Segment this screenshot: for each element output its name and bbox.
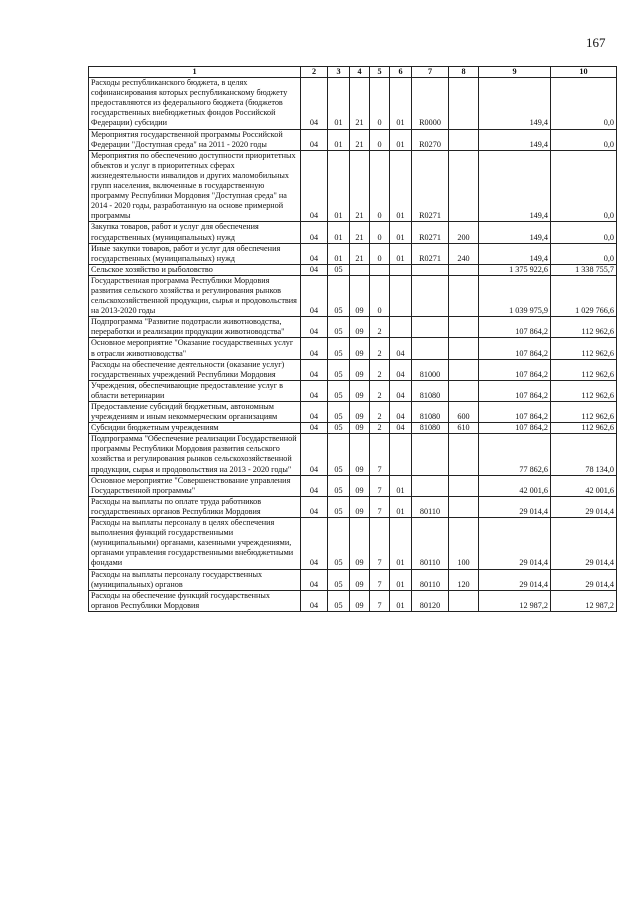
subprogram-code: 7 — [370, 434, 390, 475]
expense-type-code — [449, 275, 479, 316]
row-name: Сельское хозяйство и рыболовство — [89, 264, 301, 275]
program-code: 09 — [350, 475, 370, 496]
activity-code: 01 — [390, 222, 412, 243]
row-name: Учреждения, обеспечивающие предоставление услуг в области ветеринарии — [89, 380, 301, 401]
expense-code: 81080 — [412, 380, 449, 401]
table-row — [89, 402, 617, 423]
table-row — [89, 518, 617, 569]
section-code: 04 — [301, 569, 328, 590]
table-row — [89, 150, 617, 222]
expense-type-code — [449, 475, 479, 496]
section-code: 04 — [301, 78, 328, 129]
table-row — [89, 264, 617, 275]
expense-code — [412, 434, 449, 475]
expense-code: R0270 — [412, 129, 449, 150]
subsection-code: 05 — [328, 402, 350, 423]
expense-type-code — [449, 359, 479, 380]
expense-type-code: 240 — [449, 243, 479, 264]
subprogram-code: 7 — [370, 518, 390, 569]
table-row — [89, 569, 617, 590]
subsection-code: 05 — [328, 569, 350, 590]
expense-type-code — [449, 264, 479, 275]
amount-year-2: 0,0 — [551, 222, 617, 243]
subsection-code: 05 — [328, 475, 350, 496]
subprogram-code: 2 — [370, 402, 390, 423]
activity-code: 04 — [390, 402, 412, 423]
expense-code: 80110 — [412, 569, 449, 590]
subprogram-code: 2 — [370, 380, 390, 401]
budget-table — [88, 66, 617, 612]
subprogram-code: 7 — [370, 496, 390, 517]
table-row — [89, 275, 617, 316]
subsection-code: 05 — [328, 359, 350, 380]
expense-type-code — [449, 129, 479, 150]
subprogram-code: 0 — [370, 78, 390, 129]
table-row — [89, 317, 617, 338]
row-name: Расходы на выплаты персоналу государственных (муниципальных) органов — [89, 569, 301, 590]
amount-year-1: 1 039 975,9 — [479, 275, 551, 316]
program-code: 09 — [350, 518, 370, 569]
section-code: 04 — [301, 496, 328, 517]
section-code: 04 — [301, 129, 328, 150]
amount-year-2: 112 962,6 — [551, 317, 617, 338]
subprogram-code: 2 — [370, 359, 390, 380]
column-header: 5 — [370, 67, 390, 78]
column-header: 3 — [328, 67, 350, 78]
activity-code: 01 — [390, 590, 412, 611]
expense-code — [412, 264, 449, 275]
subprogram-code: 0 — [370, 275, 390, 316]
subprogram-code: 2 — [370, 423, 390, 434]
program-code — [350, 264, 370, 275]
expense-type-code — [449, 496, 479, 517]
subprogram-code — [370, 264, 390, 275]
row-name: Государственная программа Республики Мордовия развития сельского хозяйства и регулирования рынков сельскохозяйственной продукции, сырья и продовольствия на 2013-2020 годы — [89, 275, 301, 316]
expense-code: 80110 — [412, 496, 449, 517]
row-name: Расходы на выплаты по оплате труда работников государственных органов Республики Мордовия — [89, 496, 301, 517]
section-code: 04 — [301, 317, 328, 338]
section-code: 04 — [301, 518, 328, 569]
expense-code: 80110 — [412, 518, 449, 569]
program-code: 09 — [350, 590, 370, 611]
subsection-code: 05 — [328, 317, 350, 338]
section-code: 04 — [301, 150, 328, 222]
table-row — [89, 222, 617, 243]
subsection-code: 05 — [328, 434, 350, 475]
subsection-code: 05 — [328, 590, 350, 611]
header-row — [89, 67, 617, 78]
column-header: 4 — [350, 67, 370, 78]
column-header: 1 — [89, 67, 301, 78]
amount-year-2: 42 001,6 — [551, 475, 617, 496]
table-row — [89, 423, 617, 434]
expense-code — [412, 317, 449, 338]
subsection-code: 01 — [328, 243, 350, 264]
table-row — [89, 359, 617, 380]
expense-type-code: 610 — [449, 423, 479, 434]
program-code: 09 — [350, 434, 370, 475]
amount-year-2: 112 962,6 — [551, 402, 617, 423]
activity-code: 01 — [390, 78, 412, 129]
section-code: 04 — [301, 222, 328, 243]
row-name: Иные закупки товаров, работ и услуг для обеспечения государственных (муниципальных) нужд — [89, 243, 301, 264]
subsection-code: 05 — [328, 275, 350, 316]
activity-code: 01 — [390, 569, 412, 590]
expense-code — [412, 338, 449, 359]
amount-year-1: 107 864,2 — [479, 423, 551, 434]
table-row — [89, 78, 617, 129]
subsection-code: 05 — [328, 264, 350, 275]
activity-code: 01 — [390, 518, 412, 569]
amount-year-1: 29 014,4 — [479, 518, 551, 569]
amount-year-1: 149,4 — [479, 129, 551, 150]
amount-year-1: 149,4 — [479, 150, 551, 222]
activity-code: 04 — [390, 338, 412, 359]
amount-year-1: 42 001,6 — [479, 475, 551, 496]
column-header: 10 — [551, 67, 617, 78]
expense-type-code — [449, 150, 479, 222]
amount-year-2: 0,0 — [551, 150, 617, 222]
amount-year-2: 1 338 755,7 — [551, 264, 617, 275]
activity-code — [390, 317, 412, 338]
activity-code — [390, 275, 412, 316]
amount-year-2: 29 014,4 — [551, 569, 617, 590]
expense-code — [412, 275, 449, 316]
subprogram-code: 0 — [370, 129, 390, 150]
activity-code: 04 — [390, 380, 412, 401]
expense-code: 81000 — [412, 359, 449, 380]
row-name: Расходы на обеспечение функций государственных органов Республики Мордовия — [89, 590, 301, 611]
subsection-code: 01 — [328, 129, 350, 150]
amount-year-1: 107 864,2 — [479, 317, 551, 338]
amount-year-1: 107 864,2 — [479, 359, 551, 380]
row-name: Закупка товаров, работ и услуг для обеспечения государственных (муниципальных) нужд — [89, 222, 301, 243]
subprogram-code: 7 — [370, 569, 390, 590]
amount-year-2: 112 962,6 — [551, 423, 617, 434]
expense-type-code — [449, 338, 479, 359]
expense-type-code: 100 — [449, 518, 479, 569]
row-name: Расходы на обеспечение деятельности (оказание услуг) государственных учреждений Республики Мордовия — [89, 359, 301, 380]
section-code: 04 — [301, 434, 328, 475]
program-code: 09 — [350, 380, 370, 401]
program-code: 09 — [350, 317, 370, 338]
expense-type-code — [449, 590, 479, 611]
section-code: 04 — [301, 380, 328, 401]
amount-year-1: 149,4 — [479, 222, 551, 243]
column-header: 8 — [449, 67, 479, 78]
expense-type-code — [449, 78, 479, 129]
program-code: 09 — [350, 402, 370, 423]
activity-code — [390, 434, 412, 475]
expense-type-code — [449, 380, 479, 401]
program-code: 21 — [350, 243, 370, 264]
expense-type-code: 120 — [449, 569, 479, 590]
amount-year-2: 1 029 766,6 — [551, 275, 617, 316]
program-code: 09 — [350, 275, 370, 316]
expense-type-code: 600 — [449, 402, 479, 423]
table-row — [89, 496, 617, 517]
subsection-code: 05 — [328, 338, 350, 359]
activity-code: 01 — [390, 496, 412, 517]
expense-code: R0000 — [412, 78, 449, 129]
table-row — [89, 434, 617, 475]
amount-year-2: 112 962,6 — [551, 359, 617, 380]
program-code: 21 — [350, 78, 370, 129]
section-code: 04 — [301, 264, 328, 275]
expense-type-code: 200 — [449, 222, 479, 243]
amount-year-2: 112 962,6 — [551, 380, 617, 401]
program-code: 09 — [350, 423, 370, 434]
program-code: 09 — [350, 338, 370, 359]
table-row — [89, 129, 617, 150]
column-header: 6 — [390, 67, 412, 78]
section-code: 04 — [301, 275, 328, 316]
row-name: Основное мероприятие "Оказание государственных услуг в отрасли животноводства" — [89, 338, 301, 359]
program-code: 21 — [350, 150, 370, 222]
expense-code: 81080 — [412, 402, 449, 423]
amount-year-2: 12 987,2 — [551, 590, 617, 611]
section-code: 04 — [301, 359, 328, 380]
column-header: 7 — [412, 67, 449, 78]
page-number: 167 — [586, 35, 606, 50]
row-name: Предоставление субсидий бюджетным, автономным учреждениям и иным некоммерческим организациям — [89, 402, 301, 423]
expense-code: 80120 — [412, 590, 449, 611]
activity-code: 01 — [390, 475, 412, 496]
amount-year-2: 0,0 — [551, 129, 617, 150]
activity-code: 01 — [390, 243, 412, 264]
activity-code — [390, 264, 412, 275]
expense-code: R0271 — [412, 150, 449, 222]
section-code: 04 — [301, 243, 328, 264]
row-name: Подпрограмма "Развитие подотрасли животноводства, переработки и реализации продукции животноводства" — [89, 317, 301, 338]
program-code: 21 — [350, 222, 370, 243]
amount-year-2: 112 962,6 — [551, 338, 617, 359]
expense-code: 81080 — [412, 423, 449, 434]
table-row — [89, 590, 617, 611]
section-code: 04 — [301, 402, 328, 423]
amount-year-1: 107 864,2 — [479, 338, 551, 359]
subprogram-code: 0 — [370, 150, 390, 222]
amount-year-1: 12 987,2 — [479, 590, 551, 611]
subsection-code: 01 — [328, 222, 350, 243]
subsection-code: 01 — [328, 150, 350, 222]
table-row — [89, 338, 617, 359]
subprogram-code: 0 — [370, 222, 390, 243]
subprogram-code: 2 — [370, 317, 390, 338]
expense-type-code — [449, 317, 479, 338]
subsection-code: 05 — [328, 423, 350, 434]
amount-year-2: 0,0 — [551, 243, 617, 264]
section-code: 04 — [301, 423, 328, 434]
row-name: Мероприятия по обеспечению доступности приоритетных объектов и услуг в приоритетных сферах жизнедеятельности инвалидов и других маломобильных групп населения, включенные в государственную программу Республики Мордовия "Доступная среда" на 2014 - 2020 годы, разработанную на основе примерной программы — [89, 150, 301, 222]
expense-code: R0271 — [412, 222, 449, 243]
subsection-code: 05 — [328, 380, 350, 401]
amount-year-2: 29 014,4 — [551, 496, 617, 517]
subprogram-code: 7 — [370, 590, 390, 611]
column-header: 2 — [301, 67, 328, 78]
section-code: 04 — [301, 475, 328, 496]
activity-code: 01 — [390, 150, 412, 222]
activity-code: 04 — [390, 423, 412, 434]
program-code: 09 — [350, 569, 370, 590]
amount-year-1: 149,4 — [479, 243, 551, 264]
amount-year-2: 29 014,4 — [551, 518, 617, 569]
expense-code — [412, 475, 449, 496]
amount-year-1: 77 862,6 — [479, 434, 551, 475]
expense-type-code — [449, 434, 479, 475]
amount-year-2: 78 134,0 — [551, 434, 617, 475]
section-code: 04 — [301, 590, 328, 611]
activity-code: 04 — [390, 359, 412, 380]
table-row — [89, 475, 617, 496]
program-code: 09 — [350, 359, 370, 380]
amount-year-1: 107 864,2 — [479, 402, 551, 423]
row-name: Основное мероприятие "Совершенствование управления Государственной программы" — [89, 475, 301, 496]
row-name: Субсидии бюджетным учреждениям — [89, 423, 301, 434]
subprogram-code: 2 — [370, 338, 390, 359]
subsection-code: 01 — [328, 78, 350, 129]
subsection-code: 05 — [328, 496, 350, 517]
subsection-code: 05 — [328, 518, 350, 569]
table-row — [89, 380, 617, 401]
program-code: 21 — [350, 129, 370, 150]
amount-year-1: 29 014,4 — [479, 569, 551, 590]
row-name: Расходы на выплаты персоналу в целях обеспечения выполнения функций государственными (муниципальными) органами, казенными учреждениями, органами управления государственными внебюджетными фондами — [89, 518, 301, 569]
row-name: Мероприятия государственной программы Российской Федерации "Доступная среда" на 2011 - 2020 годы — [89, 129, 301, 150]
program-code: 09 — [350, 496, 370, 517]
row-name: Расходы республиканского бюджета, в целях софинансирования которых республиканскому бюджету предоставляются из федерального бюджета (бюджетов государственных внебюджетных фондов Российской Федерации) субсидии — [89, 78, 301, 129]
row-name: Подпрограмма "Обеспечение реализации Государственной программы Республики Мордовия развития сельского хозяйства и регулирования рынков сельскохозяйственной продукции, сырья и продовольствия на 2013 - 2020 годы" — [89, 434, 301, 475]
section-code: 04 — [301, 338, 328, 359]
amount-year-1: 1 375 922,6 — [479, 264, 551, 275]
column-header: 9 — [479, 67, 551, 78]
amount-year-2: 0,0 — [551, 78, 617, 129]
amount-year-1: 107 864,2 — [479, 380, 551, 401]
expense-code: R0271 — [412, 243, 449, 264]
amount-year-1: 29 014,4 — [479, 496, 551, 517]
table-row — [89, 243, 617, 264]
subprogram-code: 0 — [370, 243, 390, 264]
activity-code: 01 — [390, 129, 412, 150]
amount-year-1: 149,4 — [479, 78, 551, 129]
subprogram-code: 7 — [370, 475, 390, 496]
